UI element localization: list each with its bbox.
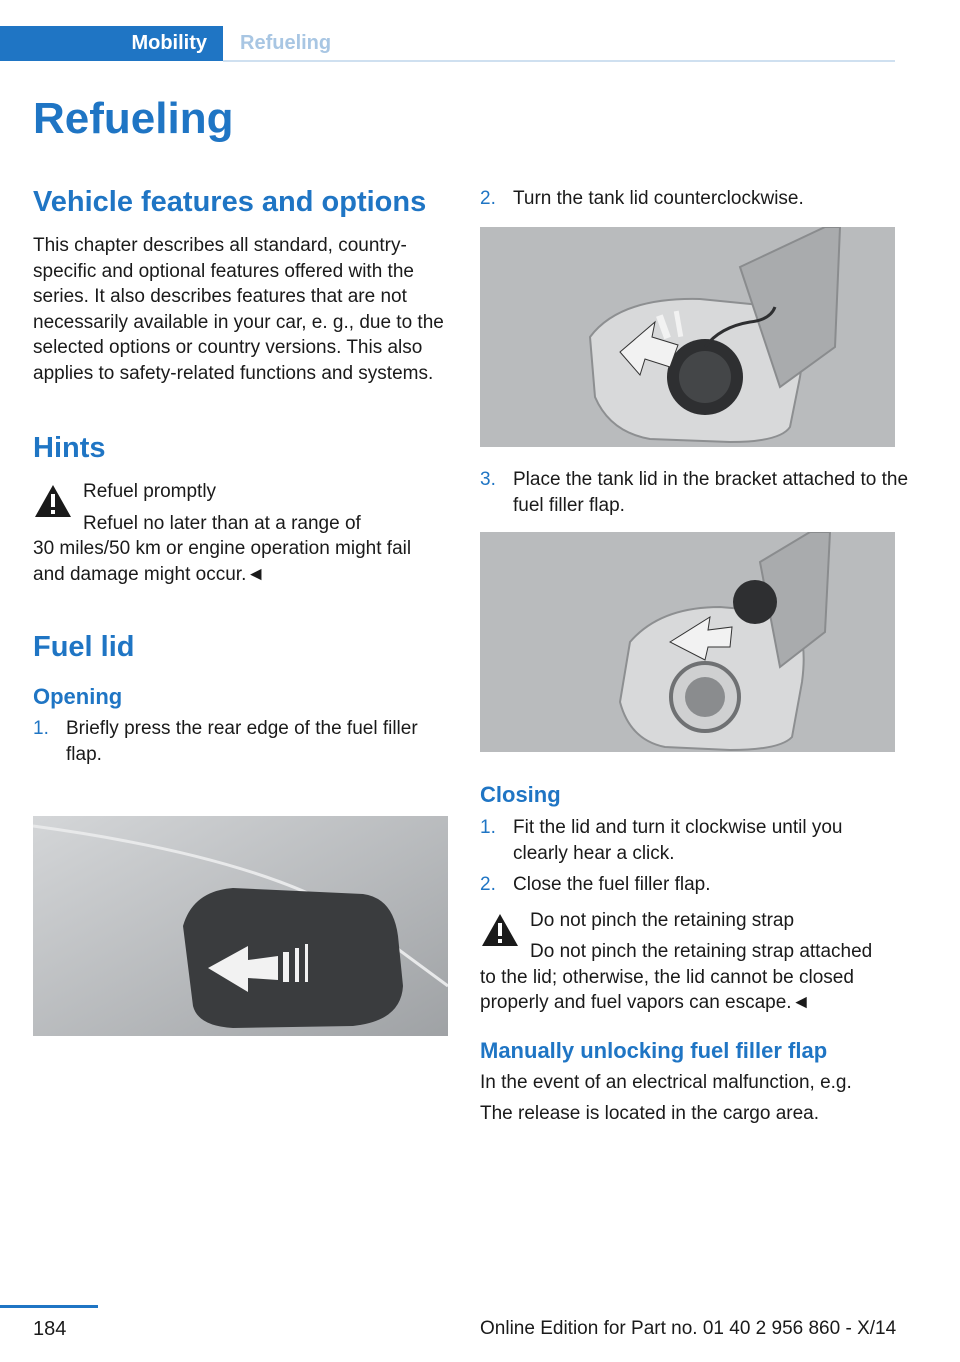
fuel-flap-press-image xyxy=(33,816,448,1036)
warning-line: Refuel no later than at a range of xyxy=(83,512,361,534)
vehicle-features-text: This chapter describes all standard, country-specific and optional features offered with the series. It also describes features that are not necessarily available in your car, e. g., due to the selected options or country versions. This also applies to safety-related functions and systems. xyxy=(33,235,444,384)
list-item xyxy=(480,815,895,866)
list-text: Fit the lid and turn it clockwise until you clearly hear a click. xyxy=(513,817,843,864)
manual-unlock-location: The release is located in the cargo area. xyxy=(480,1103,820,1124)
warning-title: Refuel promptly xyxy=(83,481,217,502)
warning-line: Do not pinch the retaining strap attached xyxy=(530,941,873,962)
refuel-warning xyxy=(33,479,448,587)
list-number: 2. xyxy=(480,874,496,895)
list-number: 1. xyxy=(33,718,49,739)
strap-warning xyxy=(480,908,895,1016)
list-item xyxy=(480,186,895,212)
hints-heading: Hints xyxy=(33,432,106,464)
closing-steps xyxy=(480,815,895,1127)
fuel-lid-heading: Fuel lid xyxy=(33,631,135,663)
turn-tank-lid-image xyxy=(480,227,895,447)
manual-unlock-heading: Manually unlocking fuel filler flap xyxy=(480,1037,828,1063)
header-divider xyxy=(223,60,895,62)
opening-heading: Opening xyxy=(33,684,123,709)
list-text: Turn the tank lid counterclockwise. xyxy=(513,188,804,209)
list-item xyxy=(33,716,448,767)
page-number: 184 xyxy=(33,1318,67,1340)
list-item xyxy=(480,467,928,518)
list-item xyxy=(480,872,895,898)
list-text: Briefly press the rear edge of the fuel filler flap. xyxy=(66,718,418,765)
edition-text: Online Edition for Part no. 01 40 2 956 860 - X/14 xyxy=(480,1318,897,1339)
warning-title: Do not pinch the retaining strap xyxy=(530,909,795,931)
warning-triangle-icon xyxy=(33,483,73,519)
page-title: Refueling xyxy=(33,94,234,143)
list-text: Close the fuel filler flap. xyxy=(513,874,711,895)
header-tabbar xyxy=(0,26,895,62)
footer-divider xyxy=(0,1305,98,1308)
list-text: Place the tank lid in the bracket attached to the fuel filler flap. xyxy=(513,469,909,516)
list-number: 2. xyxy=(480,188,496,209)
list-number: 1. xyxy=(480,817,496,838)
warning-text: to the lid; otherwise, the lid cannot be closed properly and fuel vapors can escape.◄ xyxy=(480,966,854,1013)
tab-refueling[interactable]: Refueling xyxy=(240,32,332,54)
vehicle-features-heading: Vehicle features and options xyxy=(33,186,427,218)
right-column xyxy=(480,186,895,212)
lid-in-bracket-image xyxy=(480,532,895,752)
tab-mobility[interactable]: Mobility xyxy=(0,26,223,61)
list-number: 3. xyxy=(480,469,496,490)
warning-triangle-icon xyxy=(480,912,520,948)
closing-heading: Closing xyxy=(480,782,561,807)
manual-unlock-text: In the event of an electrical malfunction, e.g. xyxy=(480,1071,852,1093)
warning-text: 30 miles/50 km or engine operation might fail and damage might occur.◄ xyxy=(33,538,412,585)
left-column xyxy=(33,186,448,767)
